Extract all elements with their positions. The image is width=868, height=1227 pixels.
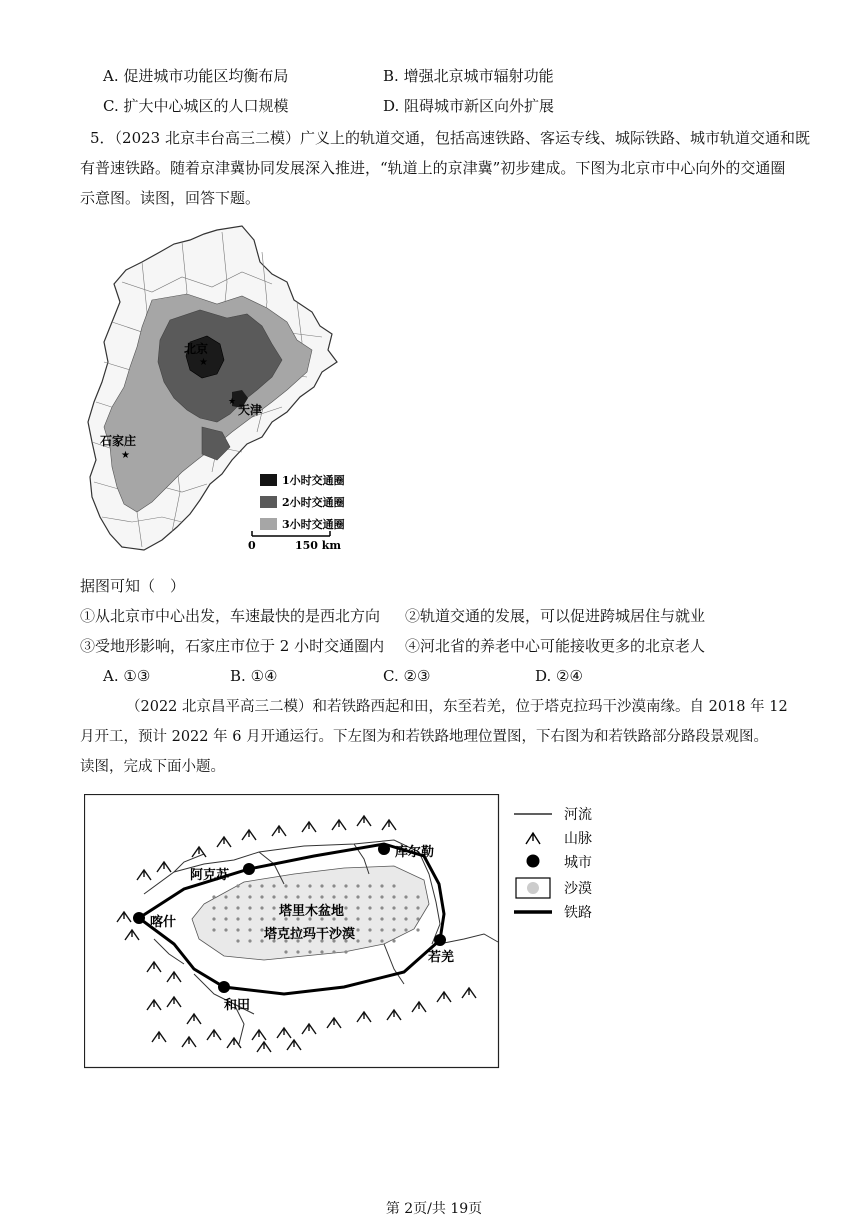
legend-label-mountain: 山脉 [564, 831, 592, 847]
option-letter: A. [103, 667, 119, 685]
legend-label-3h: 3小时交通圈 [282, 518, 345, 531]
option-letter: C. [103, 97, 119, 115]
option-text: 扩大中心城区的人口规模 [123, 97, 289, 115]
mountain-legend-icon [526, 833, 540, 844]
option-a [103, 66, 288, 86]
option-text: ①④ [250, 667, 278, 685]
city-label: 喀什 [150, 915, 177, 930]
q6-stem-line-2: 月开工，预计 2022 年 6 月开通运行。下左图为和若铁路地理位置图，下右图为和若铁路部分路段景观图。 [80, 729, 769, 745]
q5-stem-line-1: 5．（2023 北京丰台高三二模）广义上的轨道交通，包括高速铁路、客运专线、城际铁路、城市轨道交通和既 [90, 129, 810, 147]
option-b [383, 66, 554, 86]
jingjinji-traffic-map [82, 222, 372, 557]
star-icon: ★ [199, 357, 208, 368]
herao-railway-map [84, 794, 500, 1069]
statement-3: ③受地形影响，石家庄市位于 2 小时交通圈内 [80, 637, 385, 655]
city-legend-icon [527, 855, 540, 868]
legend-label-city: 城市 [564, 855, 592, 871]
option-letter: A. [103, 67, 119, 85]
q6-stem-line-3: 读图，完成下面小题。 [80, 759, 225, 775]
legend-label-1h: 1小时交通圈 [282, 474, 345, 487]
herao-map-legend [510, 800, 630, 925]
option-text: 增强北京城市辐射功能 [403, 67, 554, 85]
star-icon: ★ [228, 397, 237, 407]
legend-swatch-1h [260, 474, 277, 486]
city-label: 石家庄 [100, 434, 137, 448]
legend-swatch-3h [260, 518, 277, 530]
option-text: ②③ [403, 667, 431, 685]
city-label: 和田 [224, 998, 251, 1013]
option-letter: C. [383, 667, 399, 685]
q5-prompt: 据图可知（ ） [80, 577, 186, 595]
option-letter: B. [230, 667, 246, 685]
statement-2: ②轨道交通的发展，可以促进跨城居住与就业 [405, 607, 706, 625]
city-label: 若羌 [428, 950, 455, 965]
legend-swatch-2h [260, 496, 277, 508]
q5-option-d [535, 666, 583, 686]
q5-stem-line-3: 示意图。读图，回答下题。 [80, 189, 261, 207]
scale-bar [248, 531, 341, 552]
page-footer: 第 2页/共 19页 [385, 1201, 483, 1217]
city-label: 天津 [238, 403, 263, 417]
desert-label: 塔克拉玛干沙漠 [264, 927, 356, 942]
city-label: 阿克苏 [190, 868, 230, 883]
option-c [103, 96, 289, 116]
legend-label-2h: 2小时交通圈 [282, 496, 345, 509]
option-text: 促进城市功能区均衡布局 [123, 67, 289, 85]
option-letter: D. [535, 667, 552, 685]
star-icon: ★ [121, 450, 130, 461]
q6-stem-line-1: （2022 北京昌平高三二模）和若铁路西起和田，东至若羌，位于塔克拉玛干沙漠南缘。自 2018 年 12 [126, 699, 788, 715]
city-label: 库尔勒 [395, 845, 435, 860]
statement-1: ①从北京市中心出发，车速最快的是西北方向 [80, 607, 381, 625]
option-text: ②④ [556, 667, 583, 685]
legend-label-desert: 沙漠 [564, 881, 592, 897]
scale-start: 0 [248, 539, 256, 552]
basin-label: 塔里木盆地 [279, 904, 345, 919]
option-letter: D. [383, 97, 400, 115]
q5-option-c [383, 666, 430, 686]
q5-option-a [103, 666, 150, 686]
q5-option-b [230, 666, 277, 686]
option-text: 阻碍城市新区向外扩展 [404, 97, 555, 115]
scale-end: 150 km [295, 539, 342, 552]
option-letter: B. [383, 67, 399, 85]
option-d [383, 96, 554, 116]
q5-stem-line-2: 有普速铁路。随着京津冀协同发展深入推进，“轨道上的京津冀”初步建成。下图为北京市中心向外的交通圈 [80, 159, 786, 177]
map-legend [260, 473, 345, 531]
legend-label-railway: 铁路 [564, 905, 592, 921]
city-label: 北京 [184, 342, 209, 356]
option-text: ①③ [123, 667, 151, 685]
statement-4: ④河北省的养老中心可能接收更多的北京老人 [405, 637, 706, 655]
legend-label-river: 河流 [564, 807, 592, 823]
